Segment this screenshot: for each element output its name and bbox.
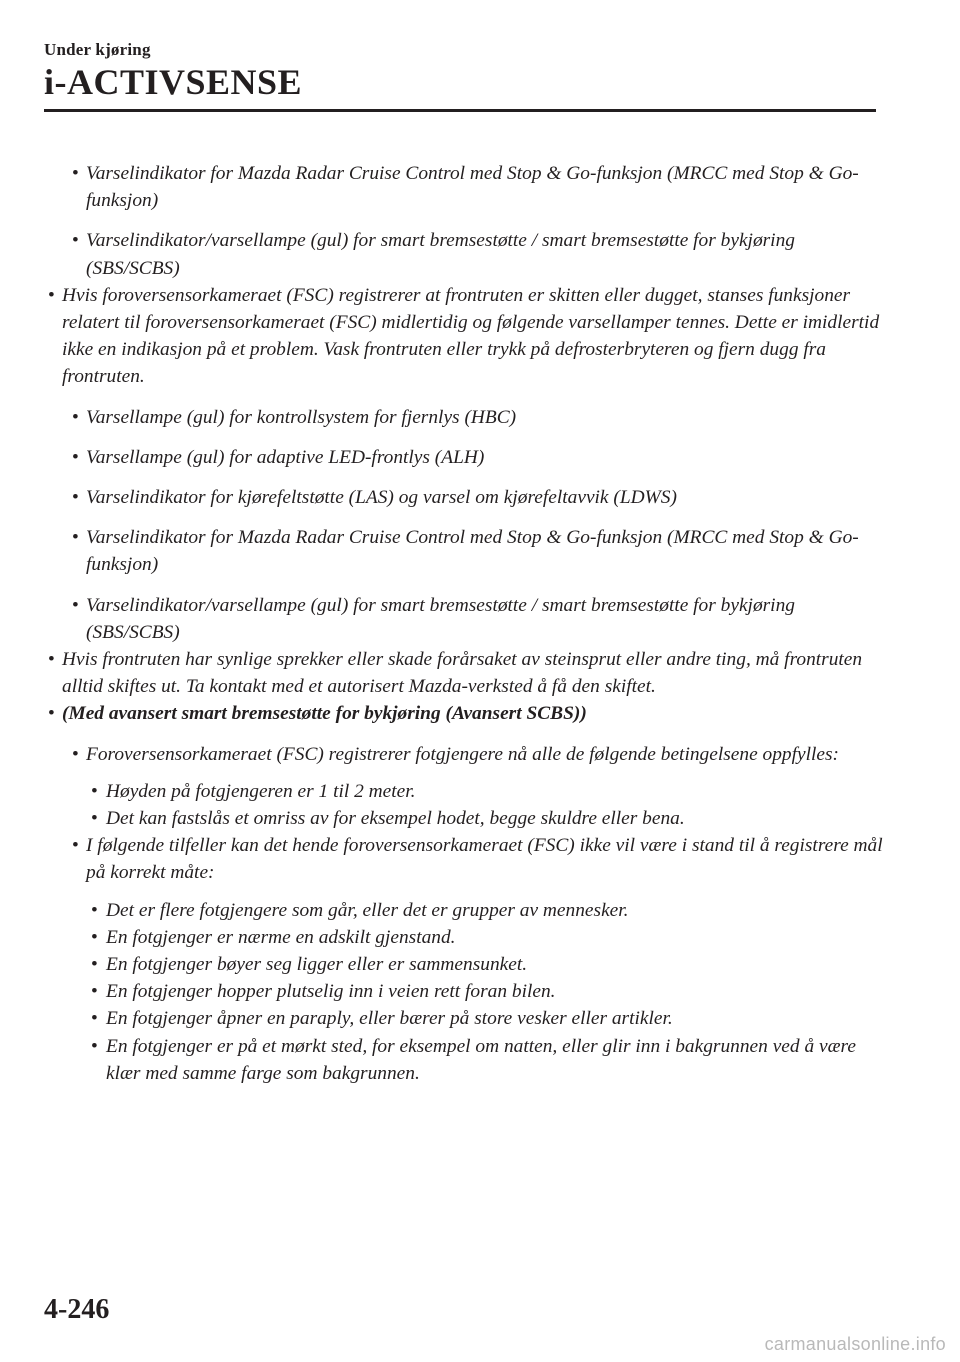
list-item <box>44 897 884 924</box>
bullet-icon: • <box>91 899 98 921</box>
list-item <box>44 832 884 886</box>
list-item <box>44 484 884 511</box>
bullet-icon: • <box>72 230 79 252</box>
list-item-text: Varselindikator for Mazda Radar Cruise Control med Stop & Go-funksjon (MRCC med Stop & Go-funksjon) <box>86 163 859 212</box>
document-body <box>44 160 884 1087</box>
list-item <box>44 978 884 1005</box>
bullet-icon: • <box>72 743 79 765</box>
bullet-icon: • <box>72 446 79 468</box>
bullet-icon: • <box>91 926 98 948</box>
bullet-icon: • <box>91 1035 98 1057</box>
list-item-text: Varselindikator/varsellampe (gul) for smart bremsestøtte / smart bremsestøtte for bykjøring (SBS/SCBS) <box>86 230 795 279</box>
list-item-text: Det er flere fotgjengere som går, eller det er grupper av mennesker. <box>106 899 629 921</box>
list-item <box>44 741 884 768</box>
list-item <box>44 444 884 471</box>
bullet-icon: • <box>48 703 55 725</box>
section-label: Under kjøring <box>44 40 151 59</box>
bullet-icon: • <box>72 835 79 857</box>
list-item <box>44 646 884 700</box>
list-item <box>44 805 884 832</box>
bullet-icon: • <box>48 649 55 671</box>
bullet-icon: • <box>91 780 98 802</box>
watermark-text: carmanualsonline.info <box>764 1334 946 1354</box>
list-item-text: Varsellampe (gul) for kontrollsystem for fjernlys (HBC) <box>86 406 517 428</box>
list-item-text: Varselindikator/varsellampe (gul) for smart bremsestøtte / smart bremsestøtte for bykjøring (SBS/SCBS) <box>86 594 795 643</box>
list-item-text: En fotgjenger er på et mørkt sted, for eksempel om natten, eller glir inn i bakgrunnen ved å være klær med samme farge som bakgrunnen. <box>106 1035 856 1084</box>
list-item-text: En fotgjenger bøyer seg ligger eller er sammensunket. <box>106 954 528 976</box>
list-item <box>44 592 884 646</box>
bullet-icon: • <box>48 284 55 306</box>
list-item-text: En fotgjenger hopper plutselig inn i veien rett foran bilen. <box>106 981 556 1003</box>
list-item <box>44 160 884 214</box>
page-number: 4-246 <box>44 1294 110 1325</box>
header-divider <box>44 109 876 112</box>
list-item <box>44 924 884 951</box>
page-title: i-ACTIVSENSE <box>44 62 303 102</box>
list-item-text: Høyden på fotgjengeren er 1 til 2 meter. <box>106 780 416 802</box>
list-item <box>44 1033 884 1087</box>
bullet-icon: • <box>72 406 79 428</box>
list-item-text: Varsellampe (gul) for adaptive LED-frontlys (ALH) <box>86 446 485 468</box>
bullet-icon: • <box>91 954 98 976</box>
list-item <box>44 778 884 805</box>
bullet-icon: • <box>91 981 98 1003</box>
list-item-text: En fotgjenger åpner en paraply, eller bærer på store vesker eller artikler. <box>106 1008 673 1030</box>
list-item-text: Varselindikator for Mazda Radar Cruise Control med Stop & Go-funksjon (MRCC med Stop & Go-funksjon) <box>86 527 859 576</box>
list-item-text: I følgende tilfeller kan det hende foroversensorkameraet (FSC) ikke vil være i stand til å registrere mål på korrekt måte: <box>86 835 883 884</box>
list-item <box>44 524 884 578</box>
list-item <box>44 404 884 431</box>
list-item-text: (Med avansert smart bremsestøtte for bykjøring (Avansert SCBS)) <box>62 703 587 725</box>
list-item-text: Hvis foroversensorkameraet (FSC) registrerer at frontruten er skitten eller dugget, stanses funksjoner relatert til foroversensorkameraet (FSC) midlertidig og følgende varsellamper tennes. Dette er imidlertid ikke en indikasjon på et problem. Vask frontruten eller trykk på defrosterbryteren og fjern dugg fra frontruten. <box>62 284 880 388</box>
bullet-icon: • <box>91 1008 98 1030</box>
list-item-text: Varselindikator for kjørefeltstøtte (LAS) og varsel om kjørefeltavvik (LDWS) <box>86 487 677 509</box>
bullet-icon: • <box>91 808 98 830</box>
list-item <box>44 227 884 281</box>
bullet-icon: • <box>72 163 79 184</box>
list-item <box>44 700 884 727</box>
bullet-icon: • <box>72 487 79 509</box>
list-item <box>44 1005 884 1032</box>
bullet-icon: • <box>72 594 79 616</box>
list-item-text: Hvis frontruten har synlige sprekker eller skade forårsaket av steinsprut eller andre ting, må frontruten alltid skiftes ut. Ta kontakt med et autorisert Mazda-verksted å få den skiftet. <box>62 649 863 698</box>
list-item-text: En fotgjenger er nærme en adskilt gjenstand. <box>106 926 456 948</box>
list-item-text: Foroversensorkameraet (FSC) registrerer fotgjengere nå alle de følgende betingelsene oppfylles: <box>86 743 839 765</box>
bullet-icon: • <box>72 527 79 549</box>
list-item-text: Det kan fastslås et omriss av for eksempel hodet, begge skuldre eller bena. <box>106 808 685 830</box>
list-item <box>44 282 884 391</box>
list-item <box>44 951 884 978</box>
